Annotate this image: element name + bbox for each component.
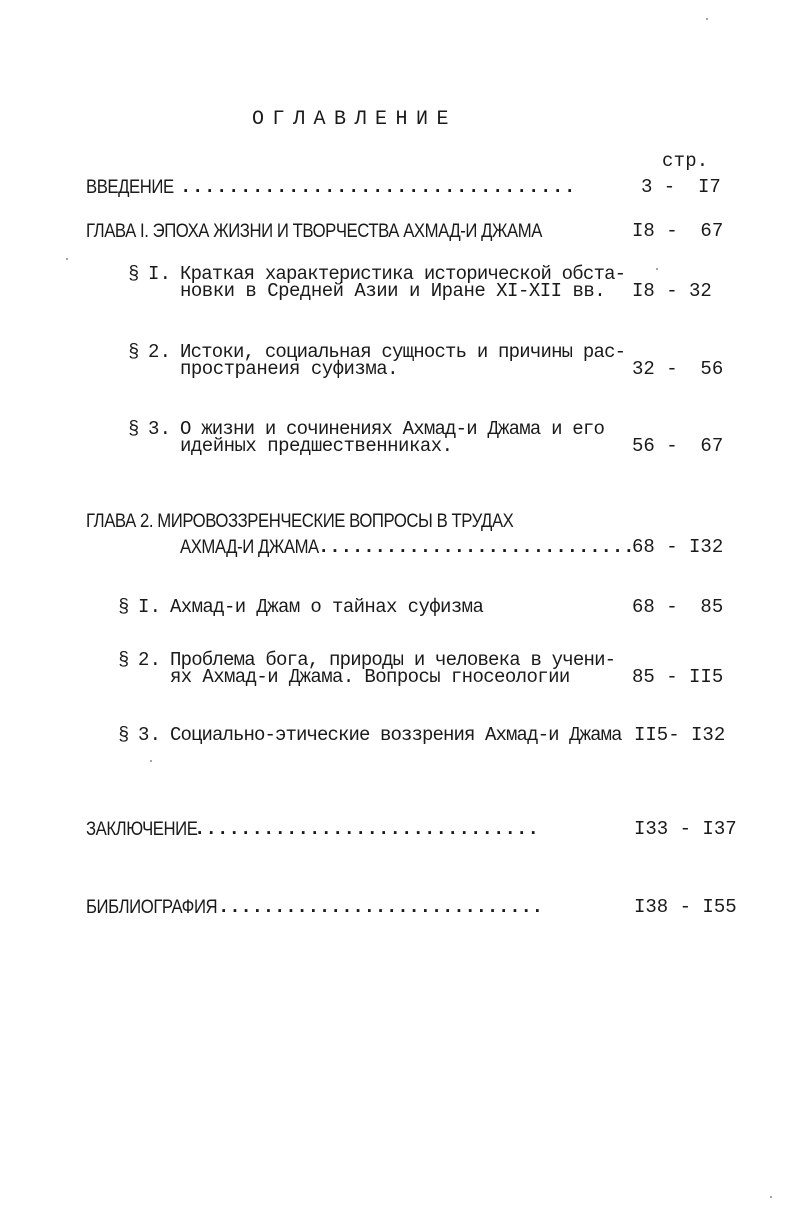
intro-label: ВВЕДЕНИЕ (86, 177, 174, 198)
chapter-2-leader: ............................ (318, 536, 635, 558)
ch1-s3-symbol: § (128, 418, 140, 440)
conclusion-leader: .............................. (194, 818, 540, 840)
ch1-s1-line2: новки в Средней Азии и Иране XI-XII вв. (180, 280, 606, 302)
ch2-s2-pages: 85 - II5 (632, 666, 724, 688)
scan-speck (770, 1196, 772, 1198)
ch2-s3-number: 3. (138, 724, 162, 746)
ch1-s3-number: 3. (148, 418, 172, 440)
scan-speck (150, 760, 152, 762)
ch2-s2-line2: ях Ахмад-и Джама. Вопросы гносеологии (170, 666, 570, 688)
ch2-s1-line1: Ахмад-и Джам о тайнах суфизма (170, 596, 484, 618)
toc-entry-chapter-1 (86, 222, 604, 242)
toc-entry-chapter-2 (86, 512, 572, 532)
chapter-2-label-line2: АХМАД-И ДЖАМА (180, 537, 319, 558)
ch1-s1-number: I. (148, 263, 172, 285)
ch1-s3-line2: идейных предшественниках. (180, 435, 453, 457)
ch1-s1-line1: Краткая характеристика исторической обста- (180, 263, 626, 285)
ch1-s1-symbol: § (128, 263, 140, 285)
ch2-s2-line1: Проблема бога, природы и человека в учени- (170, 649, 616, 671)
scan-speck (66, 258, 68, 260)
scan-speck (656, 268, 658, 270)
ch2-s3-symbol: § (118, 724, 130, 746)
bibliography-leader: ............................. (218, 896, 543, 918)
ch1-s3-line1: О жизни и сочинениях Ахмад-и Джама и его (180, 418, 605, 440)
ch2-s1-pages: 68 - 85 (632, 596, 724, 618)
chapter-2-pages: 68 - I32 (632, 536, 724, 558)
chapter-1-pages: I8 - 67 (632, 220, 724, 242)
toc-entry-bibliography (86, 898, 235, 918)
chapter-2-label-line2-wrap (180, 538, 338, 558)
page-title: ОГЛАВЛЕНИЕ (252, 108, 458, 131)
ch1-s2-line1: Истоки, социальная сущность и причины рас- (180, 341, 626, 363)
ch1-s2-line2: пространеия суфизма. (180, 358, 399, 380)
scan-speck (706, 18, 708, 20)
intro-pages: 3 - I7 (641, 176, 721, 198)
bibliography-pages: I38 - I55 (634, 896, 737, 918)
ch2-s1-symbol: § (118, 596, 130, 618)
ch1-s2-pages: 32 - 56 (632, 358, 724, 380)
ch2-s2-number: 2. (138, 649, 162, 671)
ch2-s3-line1: Социально-этические воззрения Ахмад-и Джама (170, 724, 622, 746)
bibliography-label: БИБЛИОГРАФИЯ (86, 897, 218, 918)
chapter-1-label: ГЛАВА I. ЭПОХА ЖИЗНИ И ТВОРЧЕСТВА АХМАД-И ДЖАМА (86, 221, 542, 242)
ch1-s2-symbol: § (128, 341, 140, 363)
ch1-s3-pages: 56 - 67 (632, 435, 724, 457)
ch1-s2-number: 2. (148, 341, 172, 363)
ch1-s1-pages: I8 - 32 (632, 280, 712, 302)
ch2-s1-number: I. (138, 596, 162, 618)
ch2-s2-symbol: § (118, 649, 130, 671)
conclusion-pages: I33 - I37 (634, 818, 737, 840)
ch2-s3-pages: II5- I32 (634, 724, 726, 746)
intro-leader: ................................. (168, 176, 577, 198)
pages-column-header: стр. (662, 150, 709, 172)
conclusion-label: ЗАКЛЮЧЕНИЕ (86, 819, 198, 840)
chapter-2-label-line1: ГЛАВА 2. МИРОВОЗЗРЕНЧЕСКИЕ ВОПРОСЫ В ТРУДАХ (86, 511, 514, 532)
